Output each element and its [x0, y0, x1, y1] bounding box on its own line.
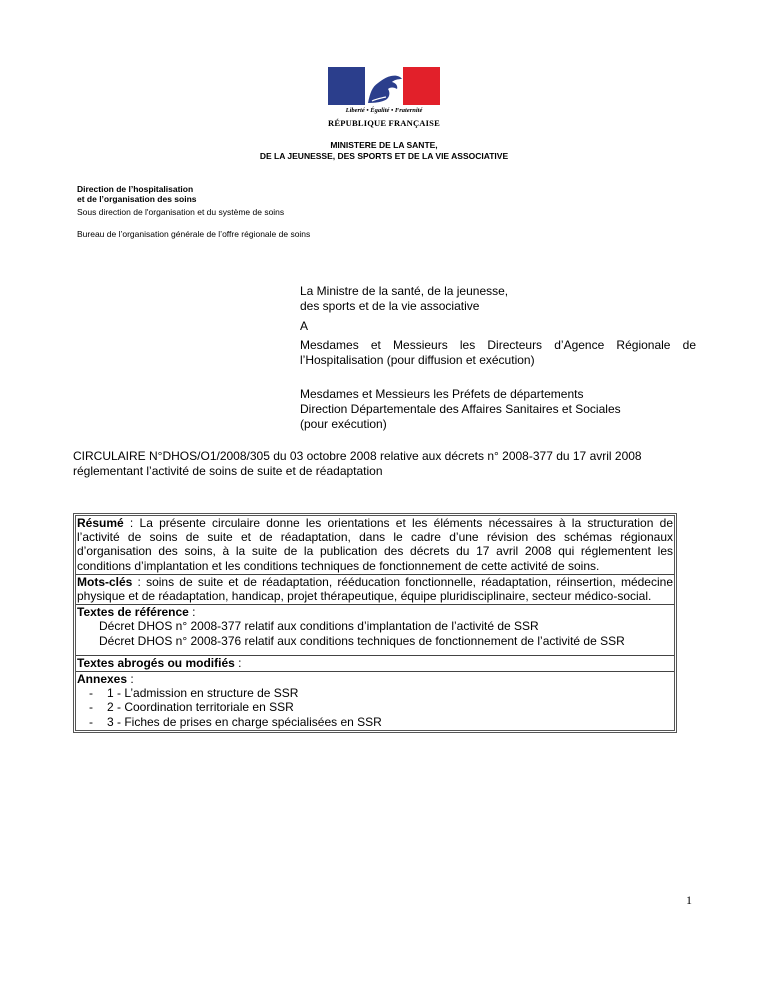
minister-line-2: des sports et de la vie associative	[300, 299, 480, 313]
annex-item: - 3 - Fiches de prises en charge spécialisées en SSR	[89, 714, 382, 729]
ministry-line-2: DE LA JEUNESSE, DES SPORTS ET DE LA VIE ASSOCIATIVE	[259, 151, 509, 161]
resume-text: : La présente circulaire donne les orientations et les éléments nécessaires à la structuration de l’activité de soins de suite et de réadaptation, dans le cadre d’une révision des schémas régionaux d’organisation des soins, à la suite de la publication des décrets du 17 avril 2008 qui réglementent les conditions d’implantation et les conditions techniques de fonctionnement de cette activité de soins.	[77, 516, 673, 573]
textes-cell: Textes de référence : Décret DHOS n° 2008-377 relatif aux conditions d’implantation de l’activité de SSR Décret DHOS n° 2008-376 relatif aux conditions techniques de fonctionnement de l’activité de SSR	[76, 605, 674, 656]
sous-direction: Sous direction de l'organisation et du système de soins	[77, 207, 285, 217]
motscles-text: : soins de suite et de réadaptation, rééducation fonctionnelle, réadaptation, réinsertion, médecine physique et de réadaptation, handicap, projet thérapeutique, équipe pluridisciplinaire, secteur médico-social.	[77, 574, 673, 604]
direction-line-2: et de l’organisation des soins	[77, 194, 197, 204]
motscles-cell	[76, 575, 674, 605]
addressee-directors: Mesdames et Messieurs les Directeurs d’Agence Régionale de l’Hospitalisation (pour diffusion et exécution)	[300, 338, 696, 367]
motscles-label: Mots-clés	[77, 574, 133, 589]
republic-name: RÉPUBLIQUE FRANÇAISE	[328, 118, 440, 128]
bureau: Bureau de l’organisation générale de l’offre régionale de soins	[77, 229, 311, 239]
annexes-cell: Annexes : - 1 - L’admission en structure de SSR - 2 - Coordination territoriale en SSR - 3 - Fiches de prises en charge spécialisées en SSR	[76, 672, 674, 730]
textes-item: Décret DHOS n° 2008-376 relatif aux conditions techniques de fonctionnement de l’activité de SSR	[99, 633, 625, 648]
resume-cell	[76, 516, 674, 575]
annex-item: - 2 - Coordination territoriale en SSR	[89, 700, 294, 715]
page-number: 1	[686, 893, 692, 907]
marianne-flag-icon	[328, 67, 440, 105]
republic-motto: Liberté • Égalité • Fraternité	[345, 107, 423, 114]
minister-line-1: La Ministre de la santé, de la jeunesse,	[300, 284, 509, 298]
marianne-logo	[328, 67, 440, 131]
minister-sender	[300, 284, 696, 314]
addressee-prefets	[300, 387, 696, 432]
direction-line-1: Direction de l’hospitalisation	[77, 184, 194, 194]
abroges-cell: Textes abrogés ou modifiés :	[76, 656, 674, 672]
prefets-line-1: Mesdames et Messieurs les Préfets de départements	[300, 387, 584, 401]
prefets-line-3: (pour exécution)	[300, 417, 387, 431]
textes-item: Décret DHOS n° 2008-377 relatif aux conditions d’implantation de l’activité de SSR	[99, 619, 539, 634]
annex-item: - 1 - L’admission en structure de SSR	[89, 686, 299, 701]
direction-block	[77, 184, 197, 204]
circulaire-title: CIRCULAIRE N°DHOS/O1/2008/305 du 03 octobre 2008 relative aux décrets n° 2008-377 du 17 avril 2008 réglementant l’activité de soins de suite et de réadaptation	[73, 449, 642, 478]
ministry-line-1: MINISTERE DE LA SANTE,	[330, 140, 438, 150]
prefets-line-2: Direction Départementale des Affaires Sanitaires et Sociales	[300, 402, 621, 416]
addressee-a: A	[300, 319, 309, 333]
summary-table	[73, 513, 677, 733]
ministry-title	[0, 140, 768, 162]
abroges-label: Textes abrogés ou modifiés	[77, 655, 235, 670]
annexes-label: Annexes	[77, 672, 128, 687]
textes-label: Textes de référence	[77, 605, 189, 620]
resume-label: Résumé	[77, 516, 124, 530]
